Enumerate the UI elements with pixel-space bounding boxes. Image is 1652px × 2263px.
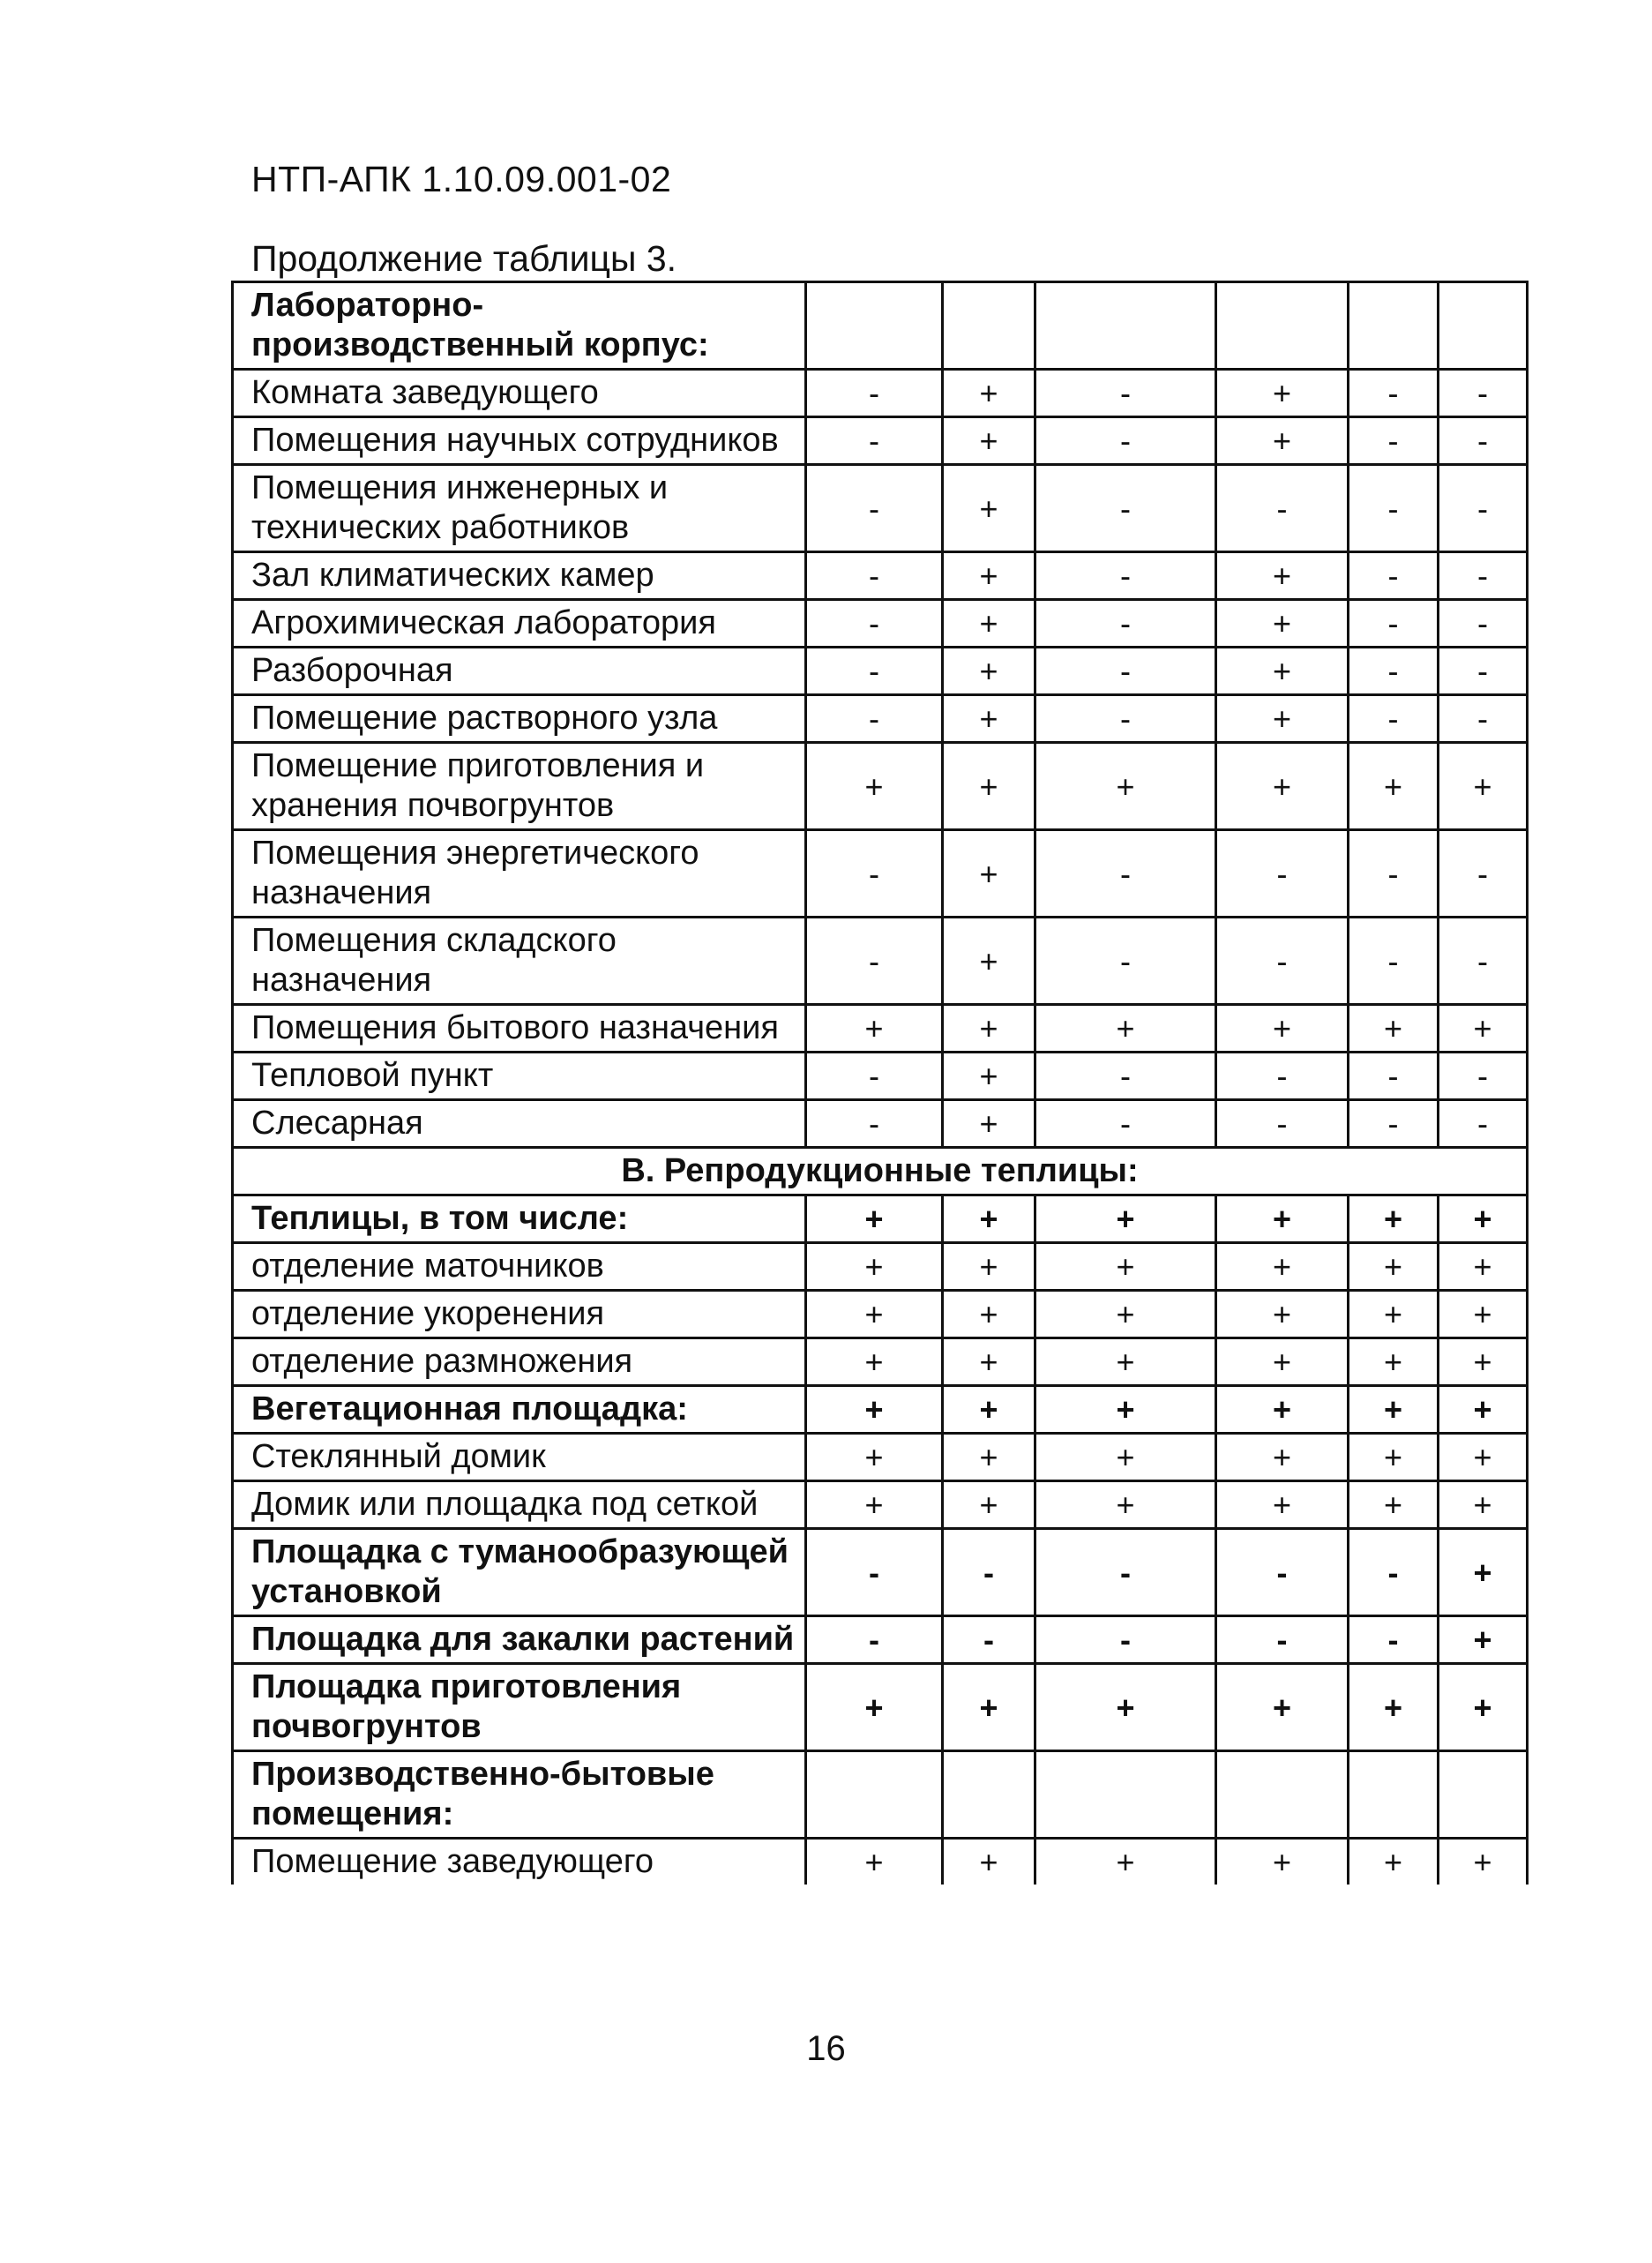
mark-cell (1349, 1751, 1439, 1839)
mark-cell: + (1216, 648, 1349, 695)
table-row (233, 1291, 1528, 1338)
mark-cell: + (1439, 1434, 1528, 1481)
mark-cell: + (806, 1338, 943, 1386)
row-label: Вегетационная площадка: (233, 1386, 806, 1434)
mark-cell (1349, 282, 1439, 370)
mark-cell: - (1349, 830, 1439, 918)
mark-cell: - (1035, 648, 1216, 695)
mark-cell: - (1035, 830, 1216, 918)
row-label: Стеклянный домик (233, 1434, 806, 1481)
mark-cell: - (806, 648, 943, 695)
mark-cell: + (1216, 1338, 1349, 1386)
mark-cell: + (1216, 1195, 1349, 1243)
mark-cell: + (943, 1481, 1035, 1529)
mark-cell: - (1035, 695, 1216, 743)
table-row (233, 648, 1528, 695)
mark-cell: - (1035, 1616, 1216, 1664)
mark-cell: + (806, 1839, 943, 1885)
mark-cell: + (943, 1005, 1035, 1053)
mark-cell: - (806, 1616, 943, 1664)
table-row (233, 1839, 1528, 1885)
mark-cell: + (943, 370, 1035, 417)
row-label: Тепловой пункт (233, 1053, 806, 1100)
row-label: Лабораторно-производственный корпус: (233, 282, 806, 370)
mark-cell: - (806, 552, 943, 600)
mark-cell: + (1035, 1664, 1216, 1751)
mark-cell: - (1349, 648, 1439, 695)
table-row (233, 1195, 1528, 1243)
mark-cell: + (1439, 1839, 1528, 1885)
mark-cell: - (1349, 1616, 1439, 1664)
mark-cell (943, 1751, 1035, 1839)
mark-cell (1216, 1751, 1349, 1839)
table-row (233, 1616, 1528, 1664)
row-label: Комната заведующего (233, 370, 806, 417)
mark-cell: + (943, 417, 1035, 465)
mark-cell: + (943, 1291, 1035, 1338)
table-row (233, 552, 1528, 600)
mark-cell: + (806, 1434, 943, 1481)
mark-cell (1216, 282, 1349, 370)
mark-cell: + (943, 1839, 1035, 1885)
row-label: Помещения инженерных и технических работников (233, 465, 806, 552)
table-row (233, 370, 1528, 417)
group-header-row (233, 1751, 1528, 1839)
mark-cell: + (806, 743, 943, 830)
mark-cell: + (1349, 1839, 1439, 1885)
mark-cell: + (943, 1386, 1035, 1434)
mark-cell: + (1439, 1529, 1528, 1616)
mark-cell: - (1439, 695, 1528, 743)
mark-cell: + (943, 1100, 1035, 1148)
mark-cell: - (1216, 1616, 1349, 1664)
mark-cell: - (1439, 648, 1528, 695)
mark-cell: + (1439, 1195, 1528, 1243)
table-row (233, 1386, 1528, 1434)
mark-cell: + (1216, 1839, 1349, 1885)
mark-cell: - (1216, 1529, 1349, 1616)
row-label: Производственно-бытовые помещения: (233, 1751, 806, 1839)
mark-cell: + (943, 600, 1035, 648)
mark-cell: + (806, 1481, 943, 1529)
mark-cell (943, 282, 1035, 370)
row-label: Площадка приготовления почвогрунтов (233, 1664, 806, 1751)
mark-cell: + (943, 552, 1035, 600)
mark-cell: + (1349, 1005, 1439, 1053)
row-label: Помещения энергетического назначения (233, 830, 806, 918)
mark-cell: + (1439, 1005, 1528, 1053)
mark-cell: + (1216, 417, 1349, 465)
mark-cell (806, 1751, 943, 1839)
row-label: Площадка для закалки растений (233, 1616, 806, 1664)
mark-cell: + (806, 1195, 943, 1243)
mark-cell: + (806, 1664, 943, 1751)
mark-cell: - (1439, 417, 1528, 465)
table-continuation-caption: Продолжение таблицы 3. (251, 238, 677, 279)
mark-cell: + (1349, 1481, 1439, 1529)
row-label: Домик или площадка под сеткой (233, 1481, 806, 1529)
row-label: отделение маточников (233, 1243, 806, 1291)
table-row (233, 1481, 1528, 1529)
table-row (233, 695, 1528, 743)
section-title: В. Репродукционные теплицы: (233, 1148, 1528, 1195)
mark-cell: - (1035, 465, 1216, 552)
mark-cell: - (806, 1053, 943, 1100)
mark-cell: - (1349, 1529, 1439, 1616)
mark-cell: - (1349, 1053, 1439, 1100)
mark-cell: + (1439, 1664, 1528, 1751)
mark-cell: - (806, 417, 943, 465)
table-row (233, 830, 1528, 918)
mark-cell: + (943, 1243, 1035, 1291)
document-code: НТП-АПК 1.10.09.001-02 (251, 159, 672, 199)
group-header-row (233, 282, 1528, 370)
mark-cell: - (1349, 918, 1439, 1005)
mark-cell: + (806, 1243, 943, 1291)
table-row (233, 465, 1528, 552)
row-label: Помещение заведующего (233, 1839, 806, 1885)
row-label: Площадка с туманообразующей установкой (233, 1529, 806, 1616)
mark-cell: - (806, 1100, 943, 1148)
table-row (233, 1053, 1528, 1100)
mark-cell: + (1439, 1386, 1528, 1434)
mark-cell: + (943, 1053, 1035, 1100)
mark-cell: + (943, 695, 1035, 743)
mark-cell: + (1439, 1481, 1528, 1529)
mark-cell: - (1439, 1053, 1528, 1100)
mark-cell: - (1216, 1100, 1349, 1148)
mark-cell: + (1439, 1338, 1528, 1386)
table-row (233, 918, 1528, 1005)
mark-cell: - (1349, 552, 1439, 600)
mark-cell: + (1035, 1005, 1216, 1053)
mark-cell: + (1216, 1386, 1349, 1434)
mark-cell: - (1439, 830, 1528, 918)
mark-cell: - (1035, 1100, 1216, 1148)
mark-cell: + (1349, 1195, 1439, 1243)
mark-cell: + (1035, 743, 1216, 830)
mark-cell (1035, 1751, 1216, 1839)
mark-cell (806, 282, 943, 370)
mark-cell: + (1349, 1291, 1439, 1338)
page-number: 16 (806, 2029, 846, 2068)
mark-cell: - (806, 695, 943, 743)
mark-cell: - (1035, 1529, 1216, 1616)
row-label: Слесарная (233, 1100, 806, 1148)
mark-cell: - (1035, 918, 1216, 1005)
mark-cell: + (806, 1005, 943, 1053)
mark-cell: - (1439, 600, 1528, 648)
mark-cell: + (1035, 1386, 1216, 1434)
mark-cell: + (1035, 1195, 1216, 1243)
facilities-table (231, 281, 1529, 1885)
mark-cell: - (1035, 370, 1216, 417)
mark-cell: - (1439, 552, 1528, 600)
mark-cell: - (1439, 465, 1528, 552)
section-row (233, 1148, 1528, 1195)
mark-cell: - (943, 1616, 1035, 1664)
mark-cell (1439, 282, 1528, 370)
mark-cell: - (1035, 552, 1216, 600)
mark-cell: + (1216, 1481, 1349, 1529)
row-label: Теплицы, в том числе: (233, 1195, 806, 1243)
mark-cell: + (943, 1338, 1035, 1386)
mark-cell: - (1035, 417, 1216, 465)
mark-cell: + (1349, 1338, 1439, 1386)
row-label: Зал климатических камер (233, 552, 806, 600)
table-row (233, 600, 1528, 648)
mark-cell: - (1439, 918, 1528, 1005)
mark-cell: + (1349, 1386, 1439, 1434)
row-label: Помещения складского назначения (233, 918, 806, 1005)
mark-cell: + (1216, 1005, 1349, 1053)
row-label: отделение укоренения (233, 1291, 806, 1338)
mark-cell: + (1216, 600, 1349, 648)
mark-cell: + (1035, 1291, 1216, 1338)
mark-cell: + (1035, 1481, 1216, 1529)
mark-cell: + (806, 1291, 943, 1338)
mark-cell: - (943, 1529, 1035, 1616)
mark-cell: + (1035, 1243, 1216, 1291)
mark-cell: - (806, 830, 943, 918)
mark-cell: - (1439, 370, 1528, 417)
row-label: Помещения бытового назначения (233, 1005, 806, 1053)
table-row (233, 743, 1528, 830)
row-label: Помещение растворного узла (233, 695, 806, 743)
mark-cell: - (806, 465, 943, 552)
mark-cell: + (1439, 1243, 1528, 1291)
row-label: Помещение приготовления и хранения почвогрунтов (233, 743, 806, 830)
mark-cell: - (1216, 465, 1349, 552)
mark-cell: - (1349, 417, 1439, 465)
mark-cell: + (1439, 1616, 1528, 1664)
mark-cell: + (1349, 1434, 1439, 1481)
table-row (233, 1338, 1528, 1386)
mark-cell: - (1349, 695, 1439, 743)
mark-cell: + (1216, 1291, 1349, 1338)
row-label: отделение размножения (233, 1338, 806, 1386)
mark-cell: + (1349, 1664, 1439, 1751)
table-row (233, 1005, 1528, 1053)
mark-cell: - (806, 1529, 943, 1616)
mark-cell: + (943, 1664, 1035, 1751)
mark-cell: + (1216, 552, 1349, 600)
table-row (233, 1664, 1528, 1751)
mark-cell: - (1349, 465, 1439, 552)
mark-cell: + (1216, 1664, 1349, 1751)
table-row (233, 1100, 1528, 1148)
mark-cell: + (1035, 1434, 1216, 1481)
mark-cell: - (1349, 370, 1439, 417)
table-row (233, 1434, 1528, 1481)
mark-cell: + (1349, 1243, 1439, 1291)
mark-cell: - (1216, 918, 1349, 1005)
mark-cell: + (1349, 743, 1439, 830)
mark-cell: - (1349, 600, 1439, 648)
mark-cell: - (1439, 1100, 1528, 1148)
mark-cell (1439, 1751, 1528, 1839)
mark-cell: + (1439, 1291, 1528, 1338)
mark-cell: + (1216, 1434, 1349, 1481)
table-row (233, 417, 1528, 465)
mark-cell: + (943, 918, 1035, 1005)
mark-cell: + (943, 1434, 1035, 1481)
mark-cell: - (1035, 600, 1216, 648)
mark-cell: + (1439, 743, 1528, 830)
mark-cell: + (806, 1386, 943, 1434)
mark-cell: + (943, 830, 1035, 918)
mark-cell: + (943, 648, 1035, 695)
mark-cell: + (943, 743, 1035, 830)
table-row (233, 1529, 1528, 1616)
mark-cell: + (1216, 743, 1349, 830)
mark-cell: + (1035, 1338, 1216, 1386)
row-label: Агрохимическая лаборатория (233, 600, 806, 648)
mark-cell: - (1216, 1053, 1349, 1100)
mark-cell: - (806, 600, 943, 648)
mark-cell: - (1349, 1100, 1439, 1148)
mark-cell: + (1216, 1243, 1349, 1291)
mark-cell: + (1216, 370, 1349, 417)
mark-cell (1035, 282, 1216, 370)
mark-cell: - (806, 918, 943, 1005)
row-label: Разборочная (233, 648, 806, 695)
mark-cell: - (1035, 1053, 1216, 1100)
mark-cell: + (1216, 695, 1349, 743)
mark-cell: - (806, 370, 943, 417)
table-row (233, 1243, 1528, 1291)
mark-cell: - (1216, 830, 1349, 918)
mark-cell: + (1035, 1839, 1216, 1885)
mark-cell: + (943, 465, 1035, 552)
mark-cell: + (943, 1195, 1035, 1243)
row-label: Помещения научных сотрудников (233, 417, 806, 465)
